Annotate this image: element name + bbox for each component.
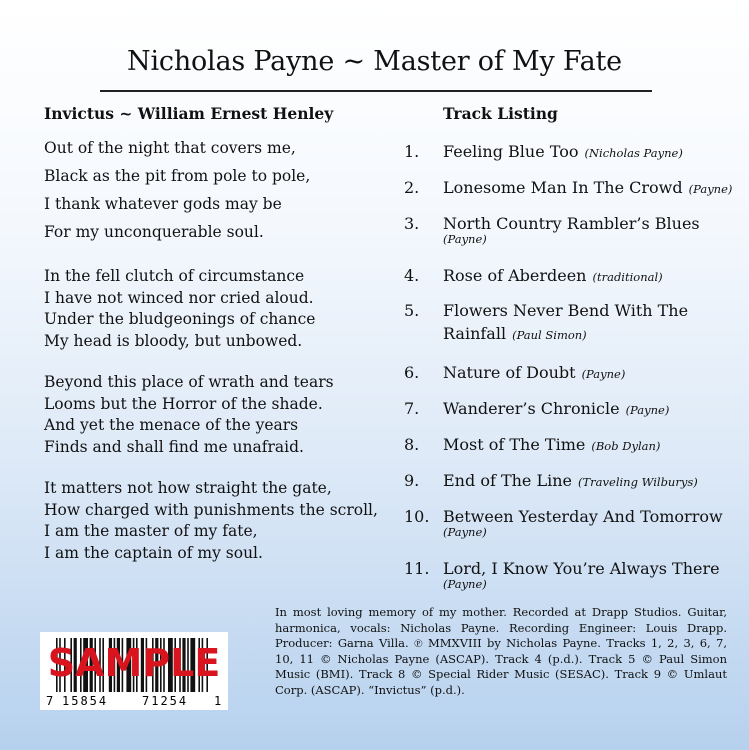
track-item — [404, 212, 744, 264]
track-item — [404, 557, 744, 597]
track-number: 1. — [404, 142, 420, 161]
track-number: 2. — [404, 178, 420, 197]
track-title: Lord, I Know You’re Always There — [443, 559, 720, 578]
poem-line: In the fell clutch of circumstance — [44, 267, 305, 285]
track-title: Nature of Doubt — [443, 363, 576, 382]
track-item — [404, 397, 744, 433]
track-title: North Country Rambler’s Blues — [443, 214, 700, 233]
track-writer: (Traveling Wilburys) — [578, 475, 698, 489]
track-number: 8. — [404, 435, 420, 454]
track-title: End of The Line — [443, 471, 572, 490]
track-title: Most of The Time — [443, 435, 586, 454]
barcode — [40, 632, 228, 710]
poem-line: For my unconquerable soul. — [44, 223, 264, 241]
poem-line: I have not winced nor cried aloud. — [44, 288, 314, 307]
track-number: 10. — [404, 507, 430, 526]
track-writer: (Payne) — [688, 182, 733, 196]
track-item — [404, 140, 744, 176]
track-writer: (Payne) — [443, 232, 487, 246]
track-item — [404, 264, 744, 299]
track-item — [404, 433, 744, 469]
poem-heading: Invictus ~ William Ernest Henley — [44, 104, 334, 123]
album-title: Nicholas Payne ~ Master of My Fate — [127, 46, 622, 77]
poem-line: Beyond this place of wrath and tears — [44, 373, 334, 391]
track-number: 11. — [404, 559, 430, 578]
poem-line: I thank whatever gods may be — [44, 195, 282, 213]
poem-line: I am the captain of my soul. — [44, 543, 263, 562]
track-writer: (Payne) — [581, 367, 626, 381]
track-writer: (traditional) — [592, 270, 663, 284]
track-title: Flowers Never Bend With The Rainfall — [443, 301, 689, 343]
track-number: 9. — [404, 471, 420, 490]
poem-line: Black as the pit from pole to pole, — [44, 167, 311, 185]
barcode-graphic — [40, 632, 228, 710]
track-item — [404, 505, 744, 557]
track-item — [404, 176, 744, 212]
poem-stanza — [44, 372, 384, 458]
track-title: Lonesome Man In The Crowd — [443, 178, 683, 197]
barcode-digit: 7 — [46, 694, 54, 708]
track-number: 5. — [404, 301, 420, 320]
sample-watermark: SAMPLE — [47, 641, 221, 685]
poem-line: Looms but the Horror of the shade. — [44, 394, 323, 413]
track-listing-heading: Track Listing — [443, 104, 558, 123]
poem-stanza — [44, 478, 384, 564]
poem-line: How charged with punishments the scroll, — [44, 500, 378, 519]
poem-line: I am the master of my fate, — [44, 522, 258, 540]
track-title: Between Yesterday And Tomorrow — [443, 507, 723, 526]
track-number: 4. — [404, 266, 420, 285]
track-title: Rose of Aberdeen — [443, 266, 587, 285]
track-item — [404, 469, 744, 505]
poem-line: Out of the night that covers me, — [44, 139, 296, 157]
track-number: 3. — [404, 214, 420, 233]
poem-line: It matters not how straight the gate, — [44, 479, 332, 497]
poem-line: Finds and shall find me unafraid. — [44, 437, 304, 456]
track-number: 7. — [404, 399, 420, 418]
title-divider — [100, 90, 652, 92]
poem-line: My head is bloody, but unbowed. — [44, 331, 303, 350]
track-item — [404, 361, 744, 397]
track-writer: (Paul Simon) — [512, 328, 587, 342]
barcode-digits: 15854 — [62, 694, 109, 708]
track-writer: (Payne) — [443, 525, 487, 539]
poem-text — [44, 134, 384, 584]
track-writer: (Nicholas Payne) — [584, 146, 683, 160]
track-title: Wanderer’s Chronicle — [443, 399, 620, 418]
track-list — [404, 140, 744, 597]
track-number: 6. — [404, 363, 420, 382]
track-writer: (Bob Dylan) — [591, 439, 661, 453]
track-item — [404, 299, 703, 361]
poem-line: And yet the menace of the years — [44, 416, 299, 434]
poem-stanza — [44, 134, 384, 246]
poem-line: Under the bludgeonings of chance — [44, 310, 316, 328]
track-writer: (Payne) — [625, 403, 670, 417]
track-title: Feeling Blue Too — [443, 142, 579, 161]
track-writer: (Payne) — [443, 577, 487, 591]
poem-stanza — [44, 266, 384, 352]
credits-text: In most loving memory of my mother. Recorded at Drapp Studios. Guitar, harmonica, vocals: Nicholas Payne. Recording Engineer: Louis Drapp. Producer: Garna Villa. ℗ MMXVIII by Nicholas Payne. Tracks 1, 2, 3, 6, 7, 10, 11 © Nicholas Payne (ASCAP). Track 4 (p.d.). Track 5 © Paul Simon Music (BMI). Track 8 © Special Rider Music (SESAC). Track 9 © Umlaut Corp. (ASCAP). “Invictus” (p.d.). — [275, 605, 727, 697]
barcode-digits: 71254 — [142, 694, 189, 708]
barcode-digit: 1 — [214, 694, 222, 708]
